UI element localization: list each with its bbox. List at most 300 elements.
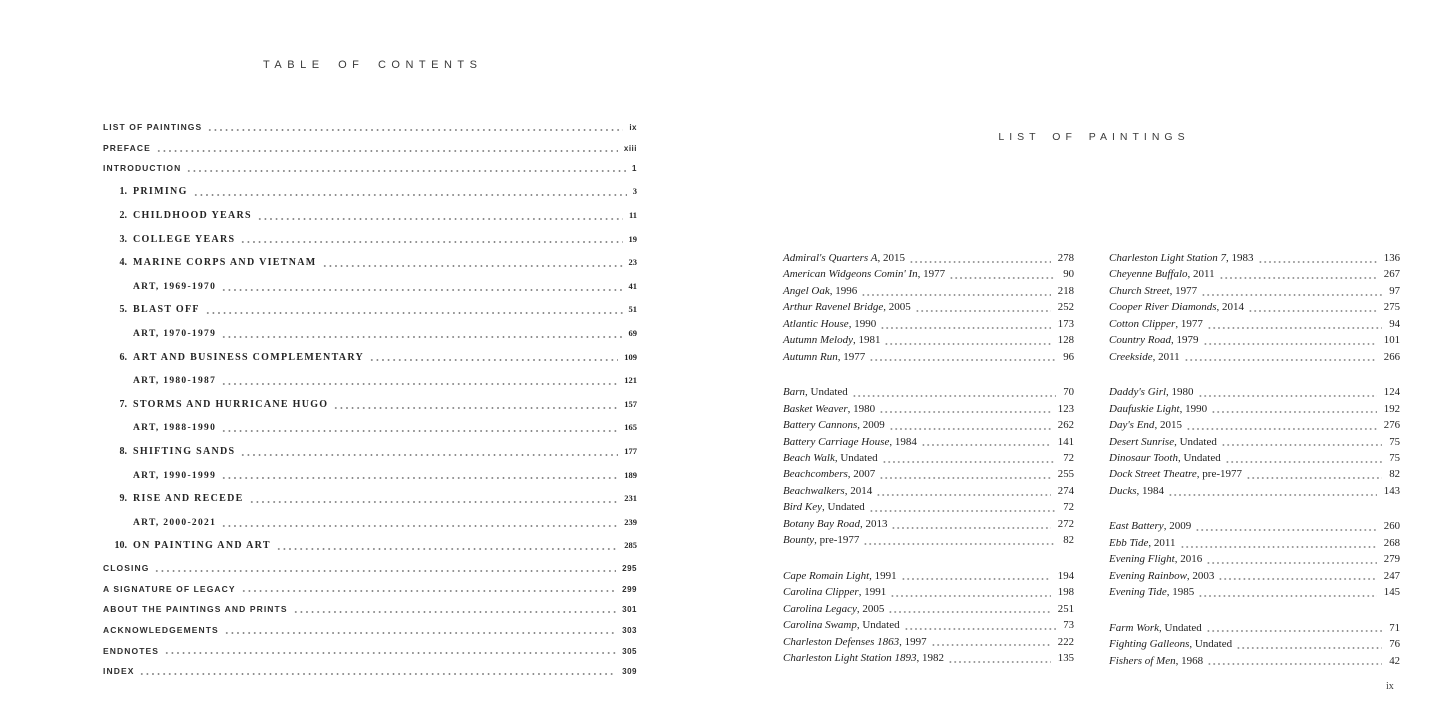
title-year-separator: , (1175, 317, 1181, 330)
painting-year: 2003 (1192, 569, 1215, 582)
chapter-page-number: 165 (624, 422, 637, 433)
painting-entry (1109, 384, 1400, 400)
title-year-separator: , (856, 619, 863, 632)
toc-entry-label: A SIGNATURE OF LEGACY (103, 583, 236, 594)
painting-group (1109, 518, 1400, 600)
painting-name (783, 483, 872, 499)
chapter-number: 7. (119, 398, 127, 410)
painting-year: 2014 (850, 484, 873, 497)
painting-name (1109, 483, 1164, 499)
painting-page-number: 218 (1057, 284, 1074, 297)
painting-page-number: 70 (1063, 386, 1074, 399)
toc-entry (103, 625, 637, 636)
painting-year: Undated (1183, 451, 1221, 464)
painting-page-number: 247 (1383, 569, 1400, 582)
title-year-separator: , (837, 350, 844, 363)
painting-name (783, 332, 880, 348)
title-year-separator: , (1148, 536, 1154, 549)
dot-leader (879, 475, 1051, 479)
painting-year: pre-1977 (1202, 468, 1242, 481)
painting-year: 1984 (1142, 484, 1164, 497)
painting-name (783, 434, 917, 450)
painting-title: Ebb Tide (1109, 536, 1149, 549)
toc-entry-label: ENDNOTES (103, 645, 160, 656)
toc-entry (103, 604, 637, 615)
dot-leader (1248, 308, 1377, 312)
painting-year: 1991 (874, 569, 897, 582)
painting-name (783, 401, 875, 417)
painting-title: Evening Flight (1109, 553, 1175, 566)
dot-leader (293, 609, 617, 613)
paintings-column-left (783, 250, 1074, 688)
toc-chapter-entry (103, 209, 637, 222)
painting-entry (783, 483, 1074, 499)
toc-entry-page-number: 303 (622, 625, 637, 635)
painting-entry (1109, 620, 1400, 636)
chapter-number: 2. (119, 209, 127, 221)
dot-leader (221, 476, 618, 480)
dot-leader (1184, 358, 1377, 362)
dot-leader (880, 325, 1051, 329)
title-year-separator: , (916, 651, 923, 664)
chapter-title: MARINE CORPS AND VIETNAM (133, 257, 317, 269)
painting-group (783, 568, 1074, 667)
painting-name (783, 499, 865, 515)
painting-entry (1109, 401, 1400, 417)
toc-page-title: TABLE OF CONTENTS (263, 59, 483, 71)
painting-entry (783, 466, 1074, 482)
painting-page-number: 251 (1057, 602, 1074, 615)
painting-name (783, 617, 900, 633)
painting-entry (1109, 450, 1400, 466)
painting-title: Atlantic House (783, 317, 849, 330)
painting-name (783, 299, 911, 315)
dot-leader (333, 405, 618, 409)
painting-name (1109, 299, 1244, 315)
dot-leader (1225, 459, 1382, 463)
painting-year: 2015 (1159, 419, 1182, 432)
chapter-page-number: 51 (628, 304, 637, 315)
dot-leader (904, 626, 1057, 630)
painting-year: 2009 (862, 419, 885, 432)
title-year-separator: , (1175, 654, 1182, 667)
painting-title: Evening Tide (1109, 586, 1167, 599)
painting-page-number: 192 (1383, 402, 1400, 415)
dot-leader (931, 642, 1051, 646)
title-year-separator: , (1179, 402, 1186, 415)
toc-chapter-entry (103, 303, 637, 316)
painting-group (783, 384, 1074, 549)
painting-year: Undated (810, 386, 848, 399)
painting-name (1109, 349, 1180, 365)
toc-entry-page-number: ix (629, 123, 637, 132)
dot-leader (207, 127, 623, 131)
painting-page-number: 75 (1389, 435, 1400, 448)
title-year-separator: , (1152, 350, 1159, 363)
painting-title: Bounty (783, 534, 815, 547)
painting-title: Desert Sunrise (1109, 435, 1175, 448)
painting-title: Battery Cannons (783, 419, 858, 432)
painting-name (1109, 283, 1197, 299)
painting-title: Cooper River Diamonds (1109, 301, 1217, 314)
dot-leader (139, 671, 616, 675)
toc-entry (103, 646, 637, 657)
chapter-number: 6. (119, 351, 127, 363)
painting-group (783, 250, 1074, 365)
painting-title: Carolina Clipper (783, 586, 859, 599)
painting-entry (1109, 653, 1400, 669)
painting-title: Barn (783, 386, 805, 399)
chapter-title: ART, 1970-1979 (133, 328, 217, 339)
painting-name (783, 450, 878, 466)
dot-leader (241, 589, 616, 593)
painting-page-number: 222 (1057, 635, 1074, 648)
title-year-separator: , (829, 284, 836, 297)
toc-art-entry (103, 280, 637, 293)
dot-leader (1168, 492, 1377, 496)
painting-name (783, 417, 885, 433)
dot-leader (240, 240, 622, 244)
painting-entry (783, 349, 1074, 365)
painting-year: 1968 (1181, 654, 1204, 667)
title-year-separator: , (1189, 638, 1195, 651)
painting-year: 1977 (843, 350, 866, 363)
dot-leader (1186, 426, 1377, 430)
chapter-page-number: 189 (624, 469, 637, 480)
painting-name (1109, 434, 1217, 450)
toc-entry-label: ACKNOWLEDGEMENTS (103, 624, 219, 635)
painting-title: Cape Romain Light (783, 569, 870, 582)
chapter-title: ART, 1969-1970 (133, 281, 217, 292)
painting-page-number: 143 (1383, 484, 1400, 497)
painting-page-number: 145 (1383, 586, 1400, 599)
dot-leader (224, 630, 616, 634)
toc-entry (103, 666, 637, 677)
painting-name (783, 650, 944, 666)
table-of-contents-page (103, 0, 637, 687)
painting-year: 2011 (1158, 350, 1180, 363)
painting-title: Day's End (1109, 419, 1155, 432)
painting-name (1109, 332, 1199, 348)
dot-leader (240, 452, 618, 456)
painting-title: Church Street (1109, 284, 1170, 297)
painting-page-number: 173 (1057, 317, 1074, 330)
painting-entry (783, 384, 1074, 400)
chapter-page-number: 41 (628, 280, 637, 291)
dot-leader (186, 168, 626, 172)
dot-leader (1195, 527, 1377, 531)
toc-entry-label: LIST OF PAINTINGS (103, 122, 203, 132)
dot-leader (884, 341, 1050, 345)
painting-entry (1109, 316, 1400, 332)
chapter-page-number: 121 (624, 375, 637, 386)
painting-name (1109, 568, 1214, 584)
painting-title: Cheyenne Buffalo (1109, 268, 1188, 281)
toc-chapter-entry (103, 185, 637, 198)
painting-year: 1977 (923, 268, 946, 281)
painting-year: 2005 (888, 301, 911, 314)
painting-entry (1109, 584, 1400, 600)
painting-entry (783, 634, 1074, 650)
dot-leader (1203, 341, 1377, 345)
chapter-number: 9. (119, 493, 127, 505)
title-year-separator: , (848, 317, 855, 330)
chapter-number: 8. (119, 445, 127, 457)
toc-entry-page-number: 301 (622, 605, 637, 615)
painting-page-number: 135 (1057, 651, 1074, 664)
title-year-separator: , (856, 602, 863, 615)
painting-year: 1983 (1231, 252, 1254, 264)
painting-entry (783, 401, 1074, 417)
chapter-page-number: 3 (632, 186, 637, 197)
dot-leader (1206, 560, 1377, 564)
painting-name (783, 384, 848, 400)
painting-name (783, 516, 887, 532)
dot-leader (1246, 475, 1382, 479)
title-year-separator: , (857, 419, 863, 432)
chapter-number: 3. (119, 233, 127, 245)
dot-leader (869, 358, 1056, 362)
painting-title: Fighting Galleons (1109, 638, 1190, 651)
toc-chapter-entry (103, 351, 637, 364)
painting-year: 2015 (882, 252, 905, 264)
painting-title: Carolina Legacy (783, 602, 857, 615)
painting-entry (783, 450, 1074, 466)
toc-entry-label: ABOUT THE PAINTINGS AND PRINTS (103, 604, 288, 615)
dot-leader (876, 492, 1051, 496)
painting-title: Battery Carriage House (783, 435, 890, 448)
chapter-title: RISE AND RECEDE (133, 493, 244, 505)
toc-entry-page-number: xiii (623, 143, 637, 153)
dot-leader (1198, 593, 1377, 597)
toc-art-entry (103, 327, 637, 340)
painting-title: Botany Bay Road (783, 517, 860, 530)
dot-leader (1180, 544, 1377, 548)
dot-leader (915, 308, 1051, 312)
chapter-page-number: 23 (628, 257, 637, 268)
toc-entry (103, 163, 637, 174)
title-year-separator: , (1171, 334, 1177, 347)
chapter-title: SHIFTING SANDS (133, 445, 236, 457)
painting-title: Cotton Clipper (1109, 317, 1176, 330)
toc-art-entry (103, 469, 637, 482)
painting-name (1109, 620, 1202, 636)
painting-entry (1109, 535, 1400, 551)
painting-page-number: 82 (1063, 534, 1074, 547)
painting-page-number: 275 (1383, 301, 1400, 314)
title-year-separator: , (1136, 484, 1142, 497)
painting-entry (1109, 568, 1400, 584)
painting-year: Undated (827, 501, 865, 514)
painting-page-number: 274 (1057, 484, 1074, 497)
dot-leader (882, 459, 1057, 463)
painting-title: Arthur Ravenel Bridge (783, 301, 884, 314)
painting-title: Daufuskie Light (1109, 402, 1180, 415)
title-year-separator: , (805, 386, 811, 399)
dot-leader (221, 334, 622, 338)
painting-title: Charleston Light Station 7 (1109, 252, 1227, 264)
painting-year: 2014 (1222, 301, 1245, 314)
toc-entry-page-number: 295 (622, 563, 637, 573)
painting-page-number: 268 (1383, 536, 1400, 549)
painting-entry (783, 650, 1074, 666)
painting-page-number: 252 (1057, 301, 1074, 314)
toc-chapter-entry (103, 492, 637, 505)
painting-page-number: 128 (1057, 334, 1074, 347)
painting-year: 1997 (904, 635, 927, 648)
painting-year: 1996 (835, 284, 858, 297)
painting-entry (783, 532, 1074, 548)
painting-name (783, 568, 897, 584)
painting-page-number: 255 (1057, 468, 1074, 481)
toc-back-matter (103, 563, 637, 677)
painting-page-number: 82 (1389, 468, 1400, 481)
dot-leader (889, 426, 1051, 430)
painting-page-number: 73 (1063, 619, 1074, 632)
dot-leader (1219, 275, 1377, 279)
dot-leader (909, 259, 1051, 263)
dot-leader (1236, 645, 1382, 649)
dot-leader (1206, 629, 1382, 633)
painting-page-number: 71 (1389, 621, 1400, 634)
title-year-separator: , (869, 569, 875, 582)
dot-leader (852, 393, 1056, 397)
dot-leader (1221, 442, 1382, 446)
painting-name (1109, 653, 1203, 669)
toc-chapter-list (103, 185, 637, 552)
title-year-separator: , (877, 252, 883, 264)
title-year-separator: , (1166, 586, 1173, 599)
painting-name (1109, 466, 1242, 482)
painting-title: Daddy's Girl (1109, 386, 1167, 399)
painting-title: Bird Key (783, 501, 822, 514)
title-year-separator: , (852, 334, 859, 347)
painting-page-number: 279 (1383, 553, 1400, 566)
painting-entry (1109, 518, 1400, 534)
toc-entry-page-number: 1 (632, 164, 637, 174)
title-year-separator: , (814, 534, 820, 547)
painting-title: Charleston Defenses 1863 (783, 635, 900, 648)
chapter-page-number: 177 (624, 445, 637, 456)
painting-title: Ducks (1109, 484, 1137, 497)
chapter-page-number: 157 (624, 398, 637, 409)
painting-name (1109, 518, 1191, 534)
painting-title: Fishers of Men (1109, 654, 1176, 667)
painting-name (1109, 384, 1194, 400)
painting-page-number: 141 (1057, 435, 1074, 448)
painting-title: Evening Rainbow (1109, 569, 1187, 582)
chapter-page-number: 231 (624, 493, 637, 504)
dot-leader (221, 428, 618, 432)
chapter-title: ART, 1980-1987 (133, 376, 217, 387)
title-year-separator: , (1186, 569, 1193, 582)
painting-page-number: 276 (1383, 419, 1400, 432)
dot-leader (249, 499, 619, 503)
painting-entry (1109, 266, 1400, 282)
toc-entry (103, 143, 637, 154)
painting-page-number: 97 (1389, 284, 1400, 297)
painting-year: 1990 (1185, 402, 1208, 415)
title-year-separator: , (822, 501, 828, 514)
painting-title: American Widgeons Comin' In (783, 268, 918, 281)
toc-entry-label: PREFACE (103, 142, 151, 153)
title-year-separator: , (883, 301, 889, 314)
painting-entry (1109, 332, 1400, 348)
painting-page-number: 72 (1063, 501, 1074, 514)
painting-entry (783, 283, 1074, 299)
list-of-paintings-page (783, 0, 1400, 692)
dot-leader (257, 216, 623, 220)
painting-year: Undated (862, 619, 900, 632)
chapter-title: BLAST OFF (133, 304, 200, 316)
painting-name (783, 283, 857, 299)
painting-entry (783, 250, 1074, 266)
toc-entry-page-number: 299 (622, 584, 637, 594)
painting-entry (1109, 434, 1400, 450)
painting-page-number: 96 (1063, 350, 1074, 363)
dot-leader (1207, 325, 1382, 329)
painting-year: 1984 (894, 435, 917, 448)
painting-name (1109, 401, 1207, 417)
dot-leader (948, 659, 1051, 663)
painting-year: 1977 (1175, 284, 1198, 297)
painting-entry (783, 417, 1074, 433)
toc-entry-label: INTRODUCTION (103, 163, 182, 174)
painting-entry (1109, 417, 1400, 433)
painting-entry (1109, 299, 1400, 315)
painting-name (783, 584, 886, 600)
painting-entry (1109, 250, 1400, 266)
dot-leader (949, 275, 1056, 279)
painting-page-number: 90 (1063, 268, 1074, 281)
painting-title: Dinosaur Tooth (1109, 451, 1178, 464)
title-year-separator: , (1187, 268, 1194, 281)
painting-group (1109, 250, 1400, 365)
painting-entry (783, 568, 1074, 584)
painting-name (1109, 551, 1202, 567)
title-year-separator: , (847, 402, 854, 415)
title-year-separator: , (917, 268, 924, 281)
painting-year: 2011 (1153, 536, 1176, 549)
painting-entry (1109, 636, 1400, 652)
toc-entry (103, 122, 637, 133)
painting-year: 1980 (1171, 386, 1194, 399)
painting-year: 1991 (864, 586, 887, 599)
chapter-title: ON PAINTING AND ART (133, 540, 271, 552)
dot-leader (221, 381, 618, 385)
dot-leader (921, 442, 1051, 446)
title-year-separator: , (858, 586, 865, 599)
toc-chapter-entry (103, 256, 637, 269)
chapter-page-number: 19 (628, 233, 637, 244)
chapter-page-number: 11 (628, 209, 637, 220)
painting-name (783, 601, 884, 617)
painting-page-number: 267 (1383, 268, 1400, 281)
painting-title: Beach Walk (783, 451, 835, 464)
toc-chapter-entry (103, 233, 637, 246)
painting-title: Autumn Melody (783, 334, 853, 347)
painting-name (1109, 535, 1176, 551)
page-number-folio: ix (1386, 681, 1394, 692)
painting-page-number: 72 (1063, 451, 1074, 464)
painting-year: Undated (1179, 435, 1217, 448)
painting-entry (783, 316, 1074, 332)
painting-name (1109, 250, 1254, 266)
toc-art-entry (103, 421, 637, 434)
toc-entry-label: INDEX (103, 666, 135, 677)
painting-page-number: 262 (1057, 419, 1074, 432)
title-year-separator: , (1166, 386, 1172, 399)
